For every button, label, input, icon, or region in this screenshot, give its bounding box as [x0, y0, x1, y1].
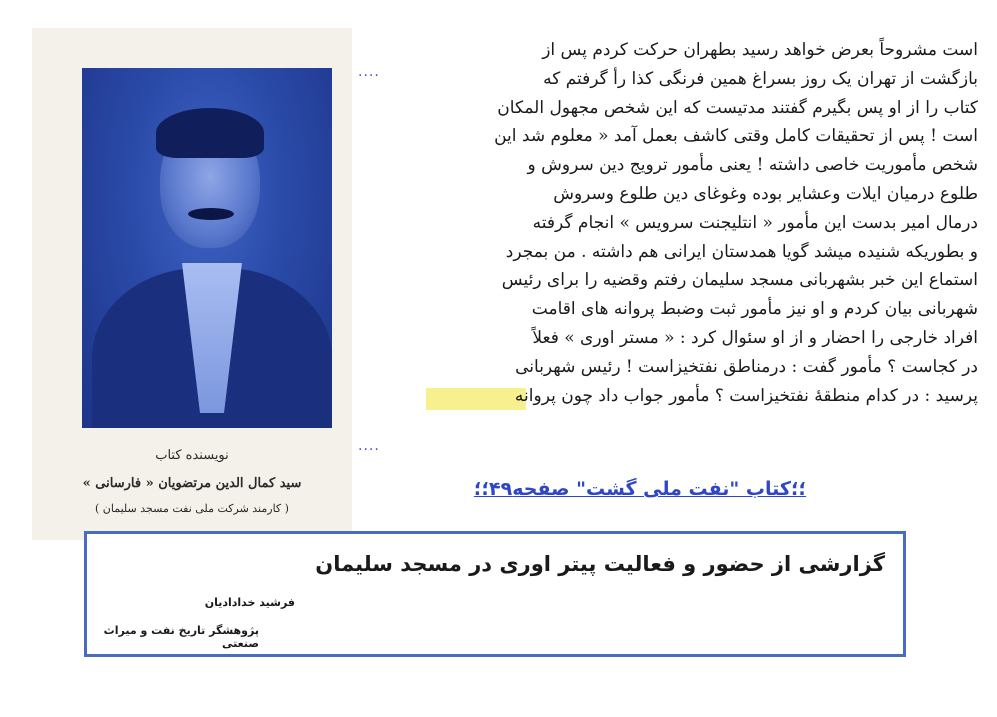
- caption-author-label: نویسنده کتاب: [155, 448, 229, 463]
- source-caption: ؛؛کتاب "نفت ملی گشت" صفحه۴۹؛؛: [473, 478, 807, 500]
- book-line: است ! پس از تحقیقات کامل وقتی کاشف بعمل آمد « معلوم شد این: [494, 126, 978, 147]
- caption-name: سید کمال الدین مرتضویان « فارسانی »: [82, 476, 302, 491]
- book-line: کتاب را از او پس بگیرم گفتند مدتیست که این شخص مجهول المکان: [497, 97, 978, 118]
- book-line: و بطوریکه شنیده میشد گویا همدستان ایرانی هم داشته . من بمجرد: [505, 241, 978, 262]
- book-line: پرسید : در کدام منطقهٔ نفتخیزاست ؟ مأمور جواب داد چون پروانه: [514, 385, 978, 406]
- article-title-box: [84, 531, 906, 657]
- article-author: فرشید خدادادیان: [204, 596, 295, 609]
- book-line: شخص مأموریت خاصی داشته ! یعنی مأمور ترویج دین سروش و: [527, 155, 978, 176]
- caption-role: ( کارمند شرکت ملی نفت مسجد سلیمان ): [95, 502, 289, 515]
- ellipsis-bottom: ....: [358, 438, 380, 454]
- portrait-card: [32, 28, 352, 540]
- book-line: بازگشت از تهران یک روز بسراغ همین فرنگی کذا رأ گرفتم که: [543, 68, 978, 89]
- ellipsis-top: ....: [358, 64, 380, 80]
- book-line: طلوع درمیان ایلات وعشایر بوده وغوغای دین طلوع وسروش: [553, 183, 978, 204]
- author-photo: [82, 68, 332, 428]
- scanned-book-page: [358, 28, 978, 468]
- book-text: [378, 36, 978, 410]
- book-line: است مشروحاً بعرض خواهد رسید بطهران حرکت کردم پس از: [542, 40, 978, 60]
- book-line: درمال امیر بدست این مأمور « انتلیجنت سرویس » انجام گرفته: [532, 212, 978, 233]
- book-line: شهربانی بیان کردم و او نیز مأمور ثبت وضبط پروانه های اقامت: [531, 299, 978, 320]
- book-line: افراد خارجی را احضار و از او سئوال کرد : « مستر اوری » فعلاً: [532, 327, 978, 348]
- article-author-role: پژوهشگر تاریخ نفت و میراث صنعتی: [103, 624, 259, 650]
- photo-hair-shape: [156, 108, 264, 158]
- photo-mustache-shape: [188, 208, 234, 220]
- book-line: در کجاست ؟ مأمور گفت : درمناطق نفتخیزاست ! رئیس شهربانی: [515, 356, 978, 377]
- book-line: استماع این خبر بشهربانی مسجد سلیمان رفتم وقضیه را برای رئیس: [501, 270, 978, 291]
- article-title: گزارشی از حضور و فعالیت پیتر اوری در مسجد سلیمان: [315, 552, 885, 576]
